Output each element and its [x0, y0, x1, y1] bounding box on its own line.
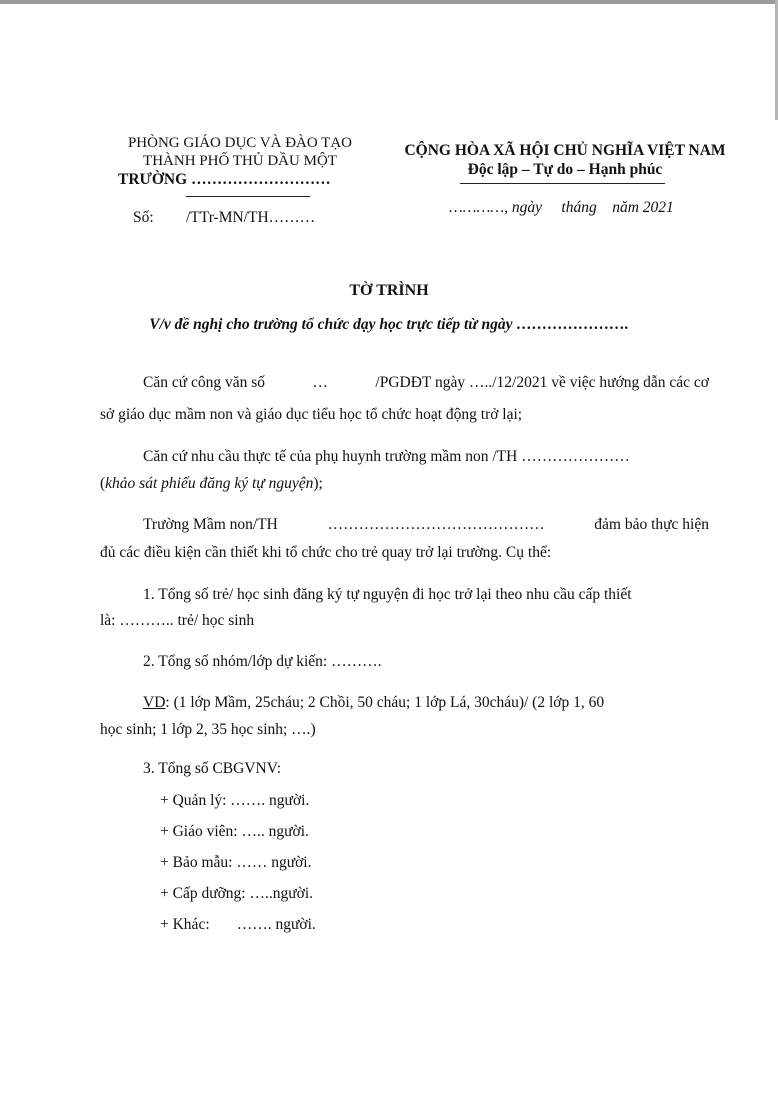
item1-line2: là: ……….. trẻ/ học sinh — [100, 612, 255, 629]
staff-item-other: + Khác: ……. người. — [160, 916, 316, 933]
para3-part-a: Trường Mầm non/TH — [143, 516, 278, 533]
item2: 2. Tổng số nhóm/lớp dự kiến: ………. — [143, 653, 382, 670]
document-subtitle: V/v đề nghị cho trường tổ chức dạy học trực tiếp từ ngày …………………. — [149, 316, 629, 333]
date-year: năm 2021 — [612, 199, 674, 216]
staff-item-nanny: + Bảo mẫu: …… người. — [160, 854, 312, 871]
para3-part-c: đảm bảo thực hiện — [594, 516, 709, 533]
para3-line2: đủ các điều kiện cần thiết khi tổ chức cho trẻ quay trở lại trường. Cụ thể: — [100, 544, 552, 561]
date-place: …………, — [449, 199, 509, 216]
nation-title: CỘNG HÒA XÃ HỘI CHỦ NGHĨA VIỆT NAM — [404, 142, 726, 159]
para2-close: ); — [313, 475, 323, 492]
para1-part-a: Căn cứ công văn số — [143, 374, 266, 391]
staff-item-manager: + Quản lý: ……. người. — [160, 792, 310, 809]
date-month: tháng — [561, 199, 597, 216]
para2-line2 — [100, 474, 323, 494]
right-header-rule — [460, 183, 665, 184]
agency-line-2: THÀNH PHỐ THỦ DẦU MỘT — [143, 153, 337, 169]
para1-part-b: … — [312, 374, 328, 391]
example-line1 — [143, 693, 604, 713]
date-line — [449, 198, 674, 218]
school-label: TRƯỜNG — [118, 171, 188, 188]
para2-italic: khảo sát phiếu đăng ký tự nguyện — [105, 475, 314, 492]
para2-line1: Căn cứ nhu cầu thực tế của phụ huynh trường mầm non /TH ………………… — [143, 448, 630, 465]
para1-line2: sở giáo dục mầm non và giáo dục tiểu học tổ chức hoạt động trở lại; — [100, 406, 523, 423]
nation-motto: Độc lập – Tự do – Hạnh phúc — [467, 161, 663, 178]
item3: 3. Tổng số CBGVNV: — [143, 760, 282, 777]
para1-part-c: /PGDĐT ngày …../12/2021 về việc hướng dẫn các cơ — [375, 374, 709, 391]
item1-line1: 1. Tổng số trẻ/ học sinh đăng ký tự nguyện đi học trở lại theo nhu cầu cấp thiết — [143, 586, 632, 603]
staff-item-teacher: + Giáo viên: ….. người. — [160, 823, 309, 840]
school-line — [118, 171, 331, 189]
document-number: /TTr-MN/TH……… — [186, 209, 316, 226]
school-dots: ……………………… — [191, 171, 331, 188]
para1-line1 — [143, 374, 709, 392]
document-number-label: Số: — [133, 209, 154, 226]
example-text: : (1 lớp Mầm, 25cháu; 2 Chồi, 50 cháu; 1 lớp Lá, 30cháu)/ (2 lớp 1, 60 — [165, 694, 605, 711]
para2-open: ( — [100, 475, 106, 492]
staff-item-cook: + Cấp dưỡng: …..người. — [160, 885, 314, 902]
left-header-rule — [186, 196, 310, 197]
para3-part-b: …………………………………… — [327, 516, 545, 533]
para3-line1 — [143, 516, 709, 534]
example-label: VD — [143, 694, 166, 711]
example-line2: học sinh; 1 lớp 2, 35 học sinh; ….) — [100, 721, 316, 738]
date-day: ngày — [511, 199, 543, 216]
scan-edge — [0, 0, 778, 4]
document-title: TỜ TRÌNH — [349, 282, 429, 299]
agency-line-1: PHÒNG GIÁO DỤC VÀ ĐÀO TẠO — [127, 135, 353, 151]
